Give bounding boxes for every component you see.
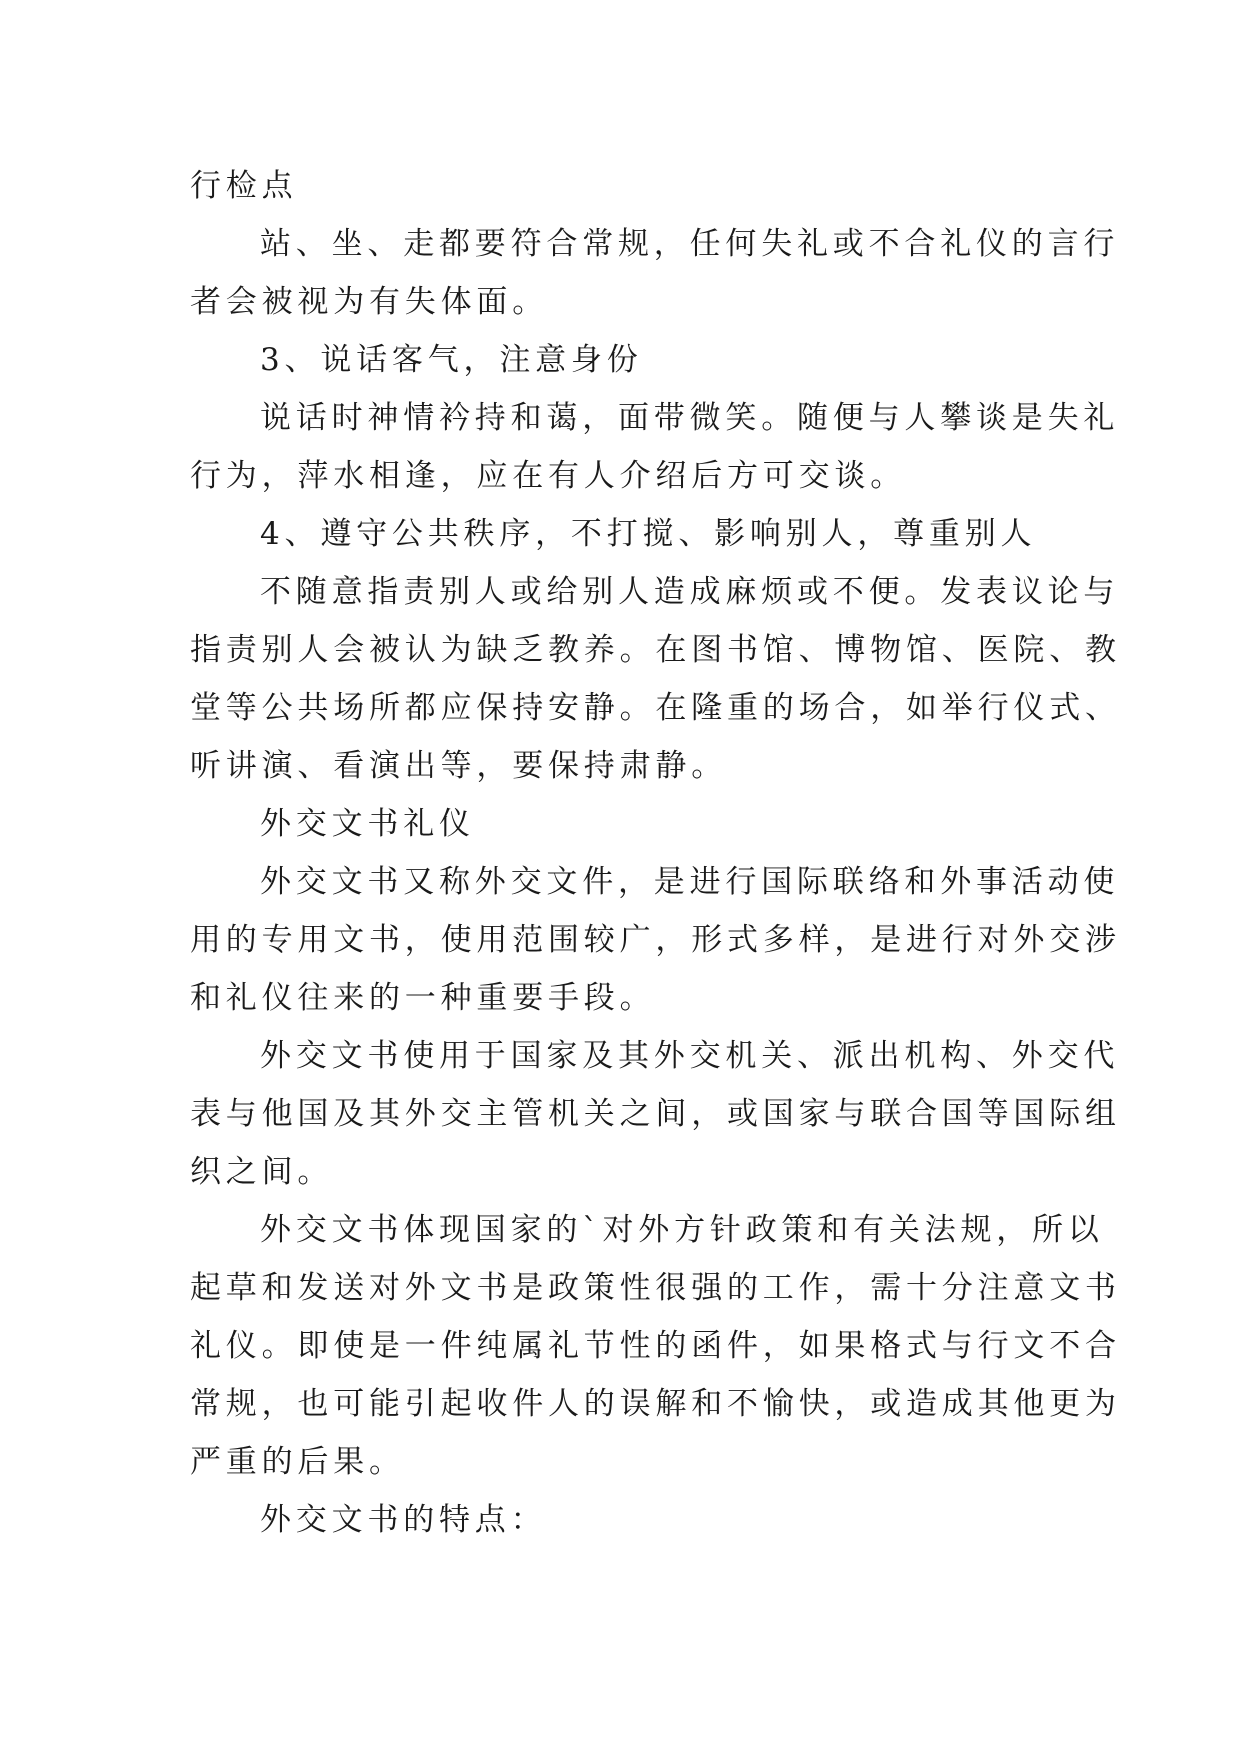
text-line: 说话时神情衿持和蔼，面带微笑。随便与人攀谈是失礼 [260,400,1120,436]
text-line: 站、坐、走都要符合常规，任何失礼或不合礼仪的言行 [260,226,1120,262]
section-heading: 外交文书的特点： [260,1502,547,1538]
section-heading: 外交文书礼仪 [260,806,475,842]
text-line: 不随意指责别人或给别人造成麻烦或不便。发表议论与 [260,574,1120,610]
text-line: 外交文书又称外交文件，是进行国际联络和外事活动使 [260,864,1120,900]
document-body [190,157,1121,1549]
text-line: 行检点 [190,168,298,204]
text-line: 严重的后果。 [190,1444,405,1480]
text-line: 外交文书体现国家的`对外方针政策和有关法规，所以 [260,1212,1104,1248]
text-line: 和礼仪往来的一种重要手段。 [190,980,656,1016]
section-heading: 4、遵守公共秩序，不打搅、影响别人，尊重别人 [260,516,1037,552]
text-line: 者会被视为有失体面。 [190,284,548,320]
text-line: 起草和发送对外文书是政策性很强的工作，需十分注意文书 [190,1270,1121,1306]
text-line: 用的专用文书，使用范围较广，形式多样，是进行对外交涉 [190,922,1121,958]
text-line: 常规，也可能引起收件人的误解和不愉快，或造成其他更为 [190,1386,1121,1422]
text-line: 行为，萍水相逢，应在有人介绍后方可交谈。 [190,458,906,494]
text-line: 指责别人会被认为缺乏教养。在图书馆、博物馆、医院、教 [190,632,1121,668]
text-line: 织之间。 [190,1154,334,1190]
text-line: 堂等公共场所都应保持安静。在隆重的场合，如举行仪式、 [190,690,1121,726]
text-line: 表与他国及其外交主管机关之间，或国家与联合国等国际组 [190,1096,1121,1132]
section-heading: 3、说话客气，注意身份 [260,342,643,378]
text-line: 听讲演、看演出等，要保持肃静。 [190,748,727,784]
text-line: 礼仪。即使是一件纯属礼节性的函件，如果格式与行文不合 [190,1328,1121,1364]
text-line: 外交文书使用于国家及其外交机关、派出机构、外交代 [260,1038,1120,1074]
